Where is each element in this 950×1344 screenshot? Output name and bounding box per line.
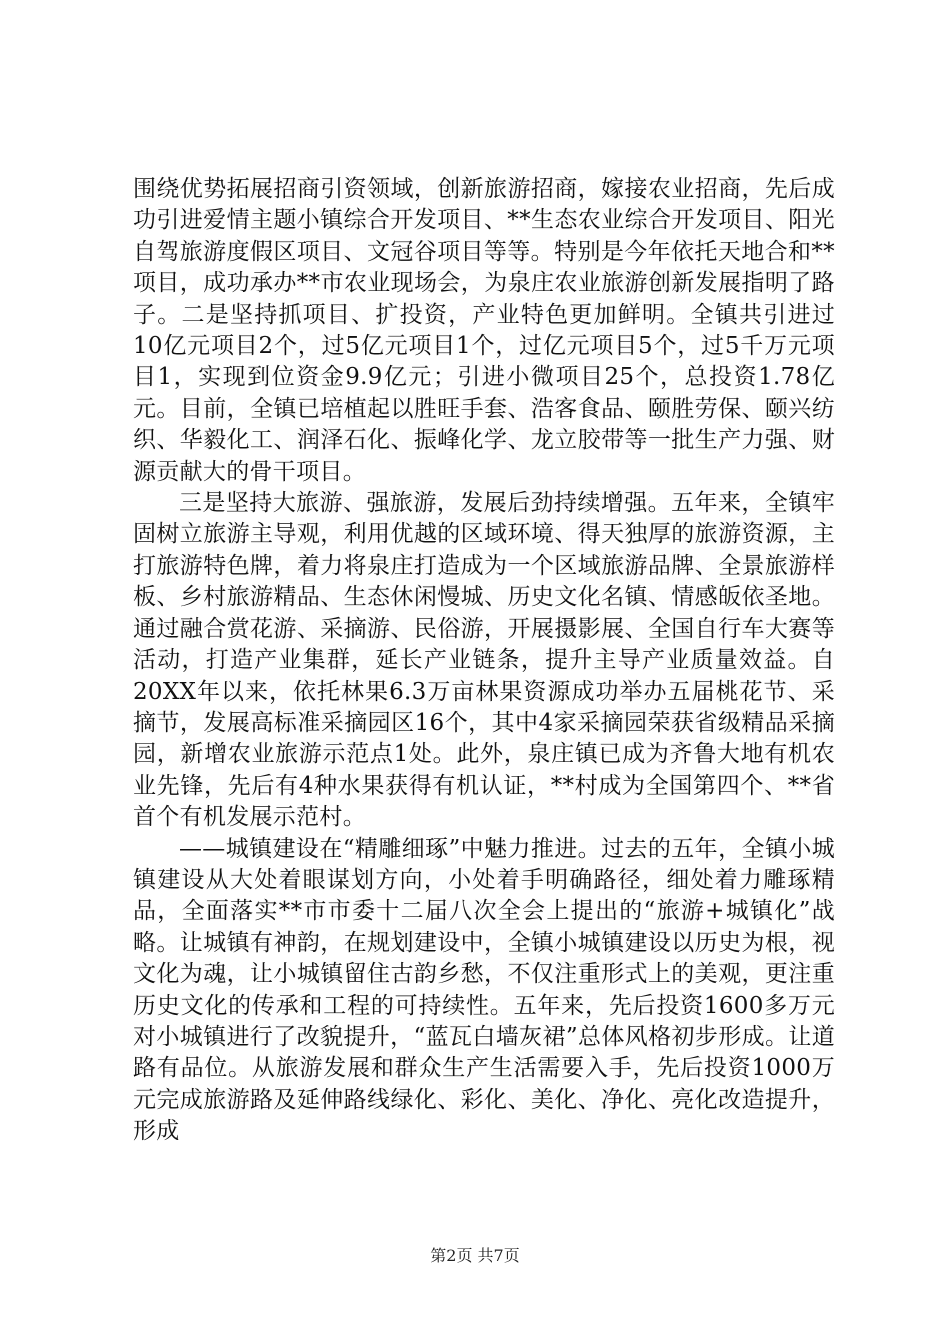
body-paragraph-3: ——城镇建设在“精雕细琢”中魅力推进。过去的五年，全镇小城镇建设从大处着眼谋划方向，小处着手明确路径，细处着力雕琢精品，全面落实**市市委十二届八次全会上提出的“旅游+城镇化”战略。让城镇有神韵，在规划建设中，全镇小城镇建设以历史为根，视文化为魂，让小城镇留住古韵乡愁，不仅注重形式上的美观，更注重历史文化的传承和工程的可持续性。五年来，先后投资1600多万元对小城镇进行了改貌提升，“蓝瓦白墙灰裙”总体风格初步形成。让道路有品位。从旅游发展和群众生产生活需要入手，先后投资1000万元完成旅游路及延伸路线绿化、彩化、美化、净化、亮化改造提升，形成	[133, 835, 835, 1145]
page-footer	[0, 1243, 950, 1266]
body-paragraph-2: 三是坚持大旅游、强旅游，发展后劲持续增强。五年来，全镇牢固树立旅游主导观，利用优越的区域环境、得天独厚的旅游资源，主打旅游特色牌，着力将泉庄打造成为一个区域旅游品牌、全景旅游样板、乡村旅游精品、生态休闲慢城、历史文化名镇、情感皈依圣地。通过融合赏花游、采摘游、民俗游，开展摄影展、全国自行车大赛等活动，打造产业集群，延长产业链条，提升主导产业质量效益。自20XX年以来，依托林果6.3万亩林果资源成功举办五届桃花节、采摘节，发展高标准采摘园区16个，其中4家采摘园荣获省级精品采摘园，新增农业旅游示范点1处。此外，泉庄镇已成为齐鲁大地有机农业先锋，先后有4种水果获得有机认证，**村成为全国第四个、**省首个有机发展示范村。	[133, 490, 835, 831]
page-number-label: 第2页 共7页	[430, 1246, 520, 1265]
body-paragraph-1: 围绕优势拓展招商引资领域，创新旅游招商，嫁接农业招商，先后成功引进爱情主题小镇综合开发项目、**生态农业综合开发项目、阳光自驾旅游度假区项目、文冠谷项目等等。特别是今年依托天地合和**项目，成功承办**市农业现场会，为泉庄农业旅游创新发展指明了路子。二是坚持抓项目、扩投资，产业特色更加鲜明。全镇共引进过10亿元项目2个，过5亿元项目1个，过亿元项目5个，过5千万元项目1，实现到位资金9.9亿元；引进小微项目25个，总投资1.78亿元。目前，全镇已培植起以胜旺手套、浩客食品、颐胜劳保、颐兴纺织、华毅化工、润泽石化、振峰化学、龙立胶带等一批生产力强、财源贡献大的骨干项目。	[133, 176, 835, 485]
document-body	[133, 174, 835, 1148]
